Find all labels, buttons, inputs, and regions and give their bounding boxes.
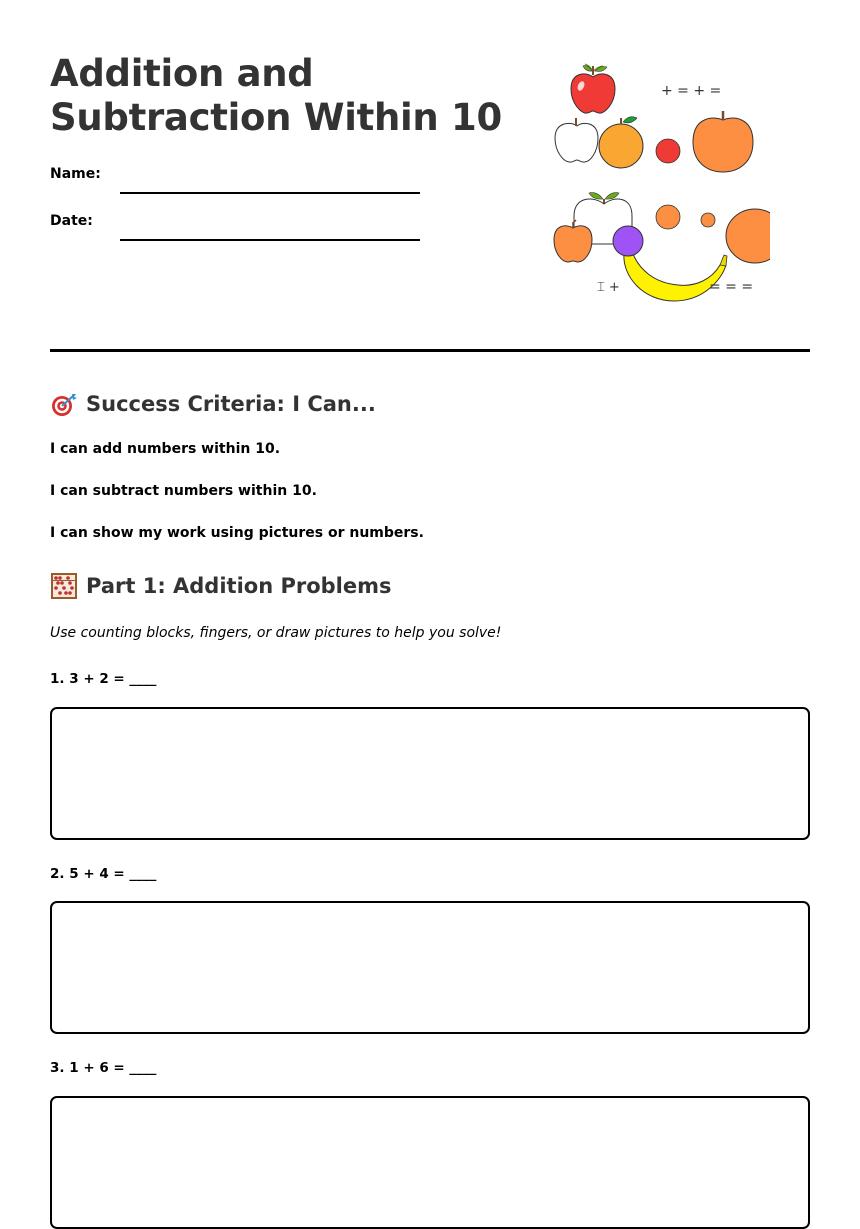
problem-label: 3. 1 + 6 = ____ bbox=[50, 1060, 157, 1076]
orange-large-icon bbox=[726, 209, 770, 263]
abacus-icon bbox=[50, 572, 78, 600]
part1-instructions: Use counting blocks, fingers, or draw pictures to help you solve! bbox=[50, 625, 502, 641]
worksheet-header bbox=[50, 0, 810, 352]
part1-heading bbox=[50, 572, 392, 600]
date-field bbox=[50, 213, 420, 229]
target-dart-icon bbox=[50, 390, 78, 418]
worksheet-title bbox=[50, 52, 502, 140]
success-criteria-title: Success Criteria: I Can... bbox=[86, 392, 376, 416]
orange-dot-icon bbox=[656, 205, 680, 229]
criteria-item: I can add numbers within 10. bbox=[50, 441, 281, 457]
criteria-item: I can show my work using pictures or numbers. bbox=[50, 525, 424, 541]
answer-box[interactable] bbox=[50, 1096, 810, 1229]
part1-title: Part 1: Addition Problems bbox=[86, 574, 392, 598]
name-label: Name: bbox=[50, 166, 101, 182]
success-criteria-heading bbox=[50, 390, 376, 418]
small-orange-apple-icon bbox=[554, 226, 592, 262]
red-apple-icon bbox=[571, 64, 615, 113]
header-divider bbox=[50, 349, 810, 352]
name-write-line[interactable] bbox=[120, 192, 420, 194]
orange-apple-icon bbox=[693, 118, 753, 172]
fruit-math-illustration bbox=[550, 60, 770, 310]
title-line-1: Addition and bbox=[50, 52, 314, 95]
answer-box[interactable] bbox=[50, 707, 810, 840]
criteria-item: I can subtract numbers within 10. bbox=[50, 483, 317, 499]
white-apple-icon bbox=[555, 123, 598, 162]
title-line-2: Subtraction Within 10 bbox=[50, 96, 502, 139]
answer-box[interactable] bbox=[50, 901, 810, 1034]
name-field bbox=[50, 166, 420, 182]
worksheet-page bbox=[50, 0, 810, 1076]
problem-label: 1. 3 + 2 = ____ bbox=[50, 671, 157, 687]
svg-text:+ = + =: + = + = bbox=[661, 83, 722, 99]
svg-text:⌶ +: ⌶ + bbox=[597, 280, 620, 295]
orange-dot-small-icon bbox=[701, 213, 715, 227]
date-label: Date: bbox=[50, 213, 93, 229]
problem-label: 2. 5 + 4 = ____ bbox=[50, 866, 157, 882]
red-berry-icon bbox=[656, 139, 680, 163]
date-write-line[interactable] bbox=[120, 239, 420, 241]
plum-icon bbox=[613, 226, 643, 256]
svg-text:= = =: = = = bbox=[709, 279, 754, 295]
orange-icon bbox=[599, 124, 643, 168]
